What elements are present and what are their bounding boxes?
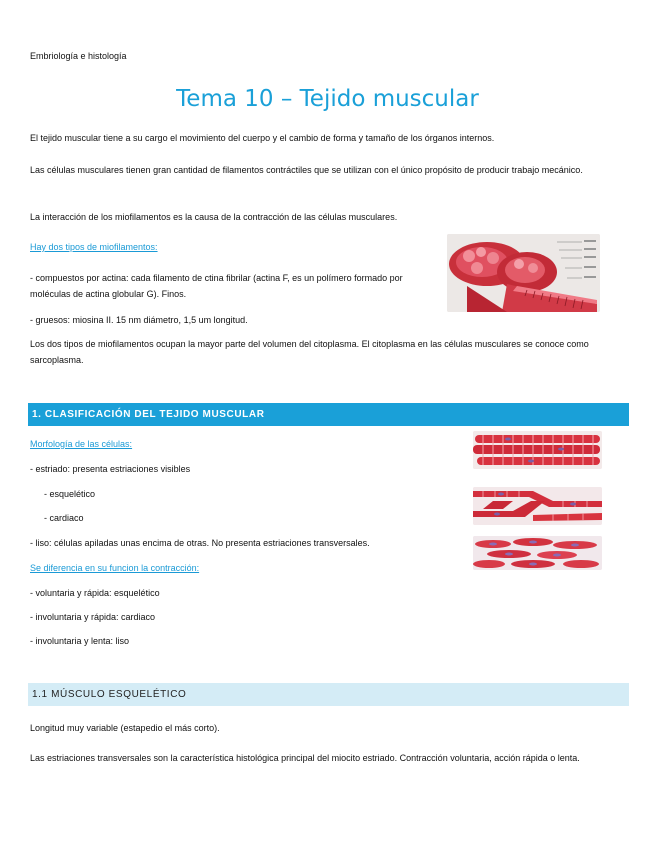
cardiac-item: - cardiaco [44,513,84,523]
morphology-heading: Morfología de las células: [30,439,133,449]
myofilaments-closing: Los dos tipos de miofilamentos ocupan la mayor parte del volumen del citoplasma. El citoplasma en las células musculares se conoce como sarcoplasma. [30,339,589,365]
muscle-fiber-drawing [447,234,600,312]
smooth-tissue-drawing [473,536,602,570]
skeletal-paragraph-1: Longitud muy variable (estapedio el más corto). [30,723,220,733]
contraction-item-2: - involuntaria y rápida: cardiaco [30,612,156,622]
intro-paragraph-2: Las células musculares tienen gran cantidad de filamentos contráctiles que se utilizan con el único propósito de producir trabajo mecánico. [30,165,583,175]
section-1-heading: 1. CLASIFICACIÓN DEL TEJIDO MUSCULAR [28,403,629,426]
page-title: Tema 10 – Tejido muscular [176,86,479,112]
myofilament-item-actin: - compuestos por actina: cada filamento de ctina fibrilar (actina F, es un polímero formado por moléculas de actina globular G). Finos. [30,273,403,299]
skeletal-tissue-drawing [473,431,602,469]
contraction-item-3: - involuntaria y lenta: liso [30,636,130,646]
striated-item: - estriado: presenta estriaciones visibles [30,464,191,474]
header-label: Embriología e histología [30,51,127,61]
intro-paragraph-1: El tejido muscular tiene a su cargo el movimiento del cuerpo y el cambio de forma y tamaño de los órganos internos. [30,133,495,143]
skeletal-item: - esquelético [44,489,96,499]
myofilament-item-myosin: - gruesos: miosina II. 15 nm diámetro, 1,5 um longitud. [30,315,248,325]
cardiac-tissue-image [473,487,602,525]
smooth-item: - liso: células apiladas unas encima de otras. No presenta estriaciones transversales. [30,538,370,548]
section-1-1-heading: 1.1 MÚSCULO ESQUELÉTICO [28,683,629,706]
skeletal-tissue-image [473,431,602,469]
intro-paragraph-3: La interacción de los miofilamentos es la causa de la contracción de las células musculares. [30,212,398,222]
skeletal-paragraph-2: Las estriaciones transversales son la característica histológica principal del miocito estriado. Contracción voluntaria, acción rápida o lenta. [30,753,580,763]
contraction-item-1: - voluntaria y rápida: esquelético [30,588,160,598]
cardiac-tissue-drawing [473,487,602,525]
contraction-heading: Se diferencia en su funcion la contracción: [30,563,200,573]
muscle-fiber-illustration [447,234,600,312]
smooth-tissue-image [473,536,602,570]
myofilaments-heading: Hay dos tipos de miofilamentos: [30,242,158,252]
